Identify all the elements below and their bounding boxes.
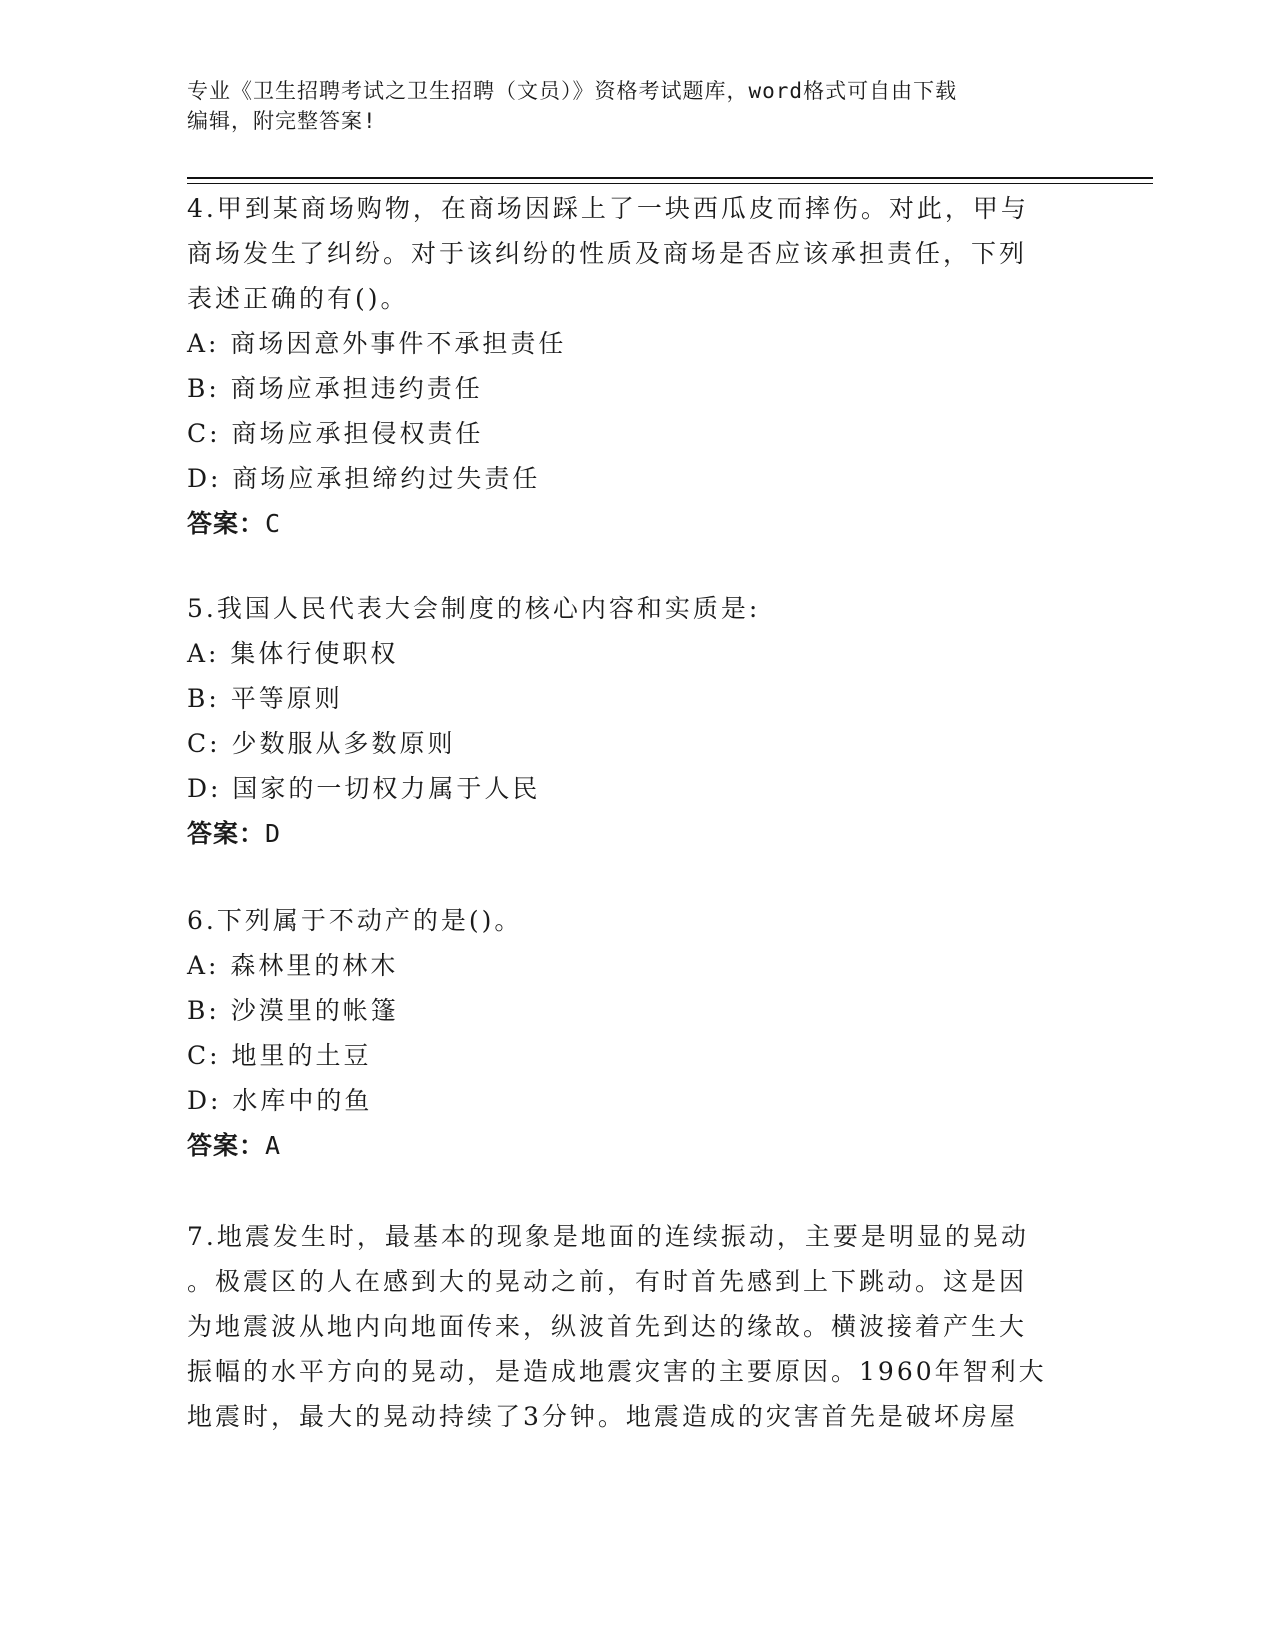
answer-value: D xyxy=(265,819,282,848)
question-stem-line: 地震时，最大的晃动持续了3分钟。地震造成的灾害首先是破坏房屋 xyxy=(187,1402,1018,1431)
option-d: D: 水库中的鱼 xyxy=(187,1086,373,1115)
header-divider xyxy=(187,183,1153,184)
question-stem-line: 表述正确的有()。 xyxy=(187,284,409,313)
answer-value: C xyxy=(265,509,282,538)
answer-label: 答案： xyxy=(187,1131,266,1160)
header-divider xyxy=(187,177,1153,179)
option-c: C: 少数服从多数原则 xyxy=(187,729,456,758)
option-d: D: 国家的一切权力属于人民 xyxy=(187,774,541,803)
question-stem-line: 7.地震发生时，最基本的现象是地面的连续振动，主要是明显的晃动 xyxy=(187,1222,1029,1251)
question-stem-line: 为地震波从地内向地面传来，纵波首先到达的缘故。横波接着产生大 xyxy=(187,1312,1028,1341)
option-b: B: 平等原则 xyxy=(187,684,343,713)
question-stem-line: 商场发生了纠纷。对于该纠纷的性质及商场是否应该承担责任，下列 xyxy=(187,239,1028,268)
option-b: B: 商场应承担违约责任 xyxy=(187,374,483,403)
answer-label: 答案： xyxy=(187,509,266,538)
option-c: C: 地里的土豆 xyxy=(187,1041,372,1070)
option-a: A: 集体行使职权 xyxy=(187,639,399,668)
option-b: B: 沙漠里的帐篷 xyxy=(187,996,399,1025)
question-block xyxy=(187,1214,1067,1439)
document-header xyxy=(187,76,1067,136)
question-stem-line: 5.我国人民代表大会制度的核心内容和实质是: xyxy=(187,594,761,623)
answer-line xyxy=(187,811,1067,856)
option-d: D: 商场应承担缔约过失责任 xyxy=(187,464,541,493)
question-stem-line: 6.下列属于不动产的是()。 xyxy=(187,906,523,935)
option-a: A: 森林里的林木 xyxy=(187,951,399,980)
question-block xyxy=(187,586,1067,856)
question-block xyxy=(187,186,1067,546)
answer-value: A xyxy=(265,1131,282,1160)
option-a: A: 商场因意外事件不承担责任 xyxy=(187,329,567,358)
answer-line xyxy=(187,1123,1067,1168)
question-stem-line: 振幅的水平方向的晃动，是造成地震灾害的主要原因。1960年智利大 xyxy=(187,1357,1047,1386)
question-block xyxy=(187,898,1067,1168)
option-c: C: 商场应承担侵权责任 xyxy=(187,419,484,448)
answer-label: 答案： xyxy=(187,819,266,848)
answer-line xyxy=(187,501,1067,546)
header-line: 专业《卫生招聘考试之卫生招聘（文员）》资格考试题库，word格式可自由下载 xyxy=(187,79,958,103)
header-line: 编辑，附完整答案! xyxy=(187,109,377,133)
question-stem-line: 4.甲到某商场购物，在商场因踩上了一块西瓜皮而摔伤。对此，甲与 xyxy=(187,194,1029,223)
question-stem-line: 。极震区的人在感到大的晃动之前，有时首先感到上下跳动。这是因 xyxy=(187,1267,1028,1296)
